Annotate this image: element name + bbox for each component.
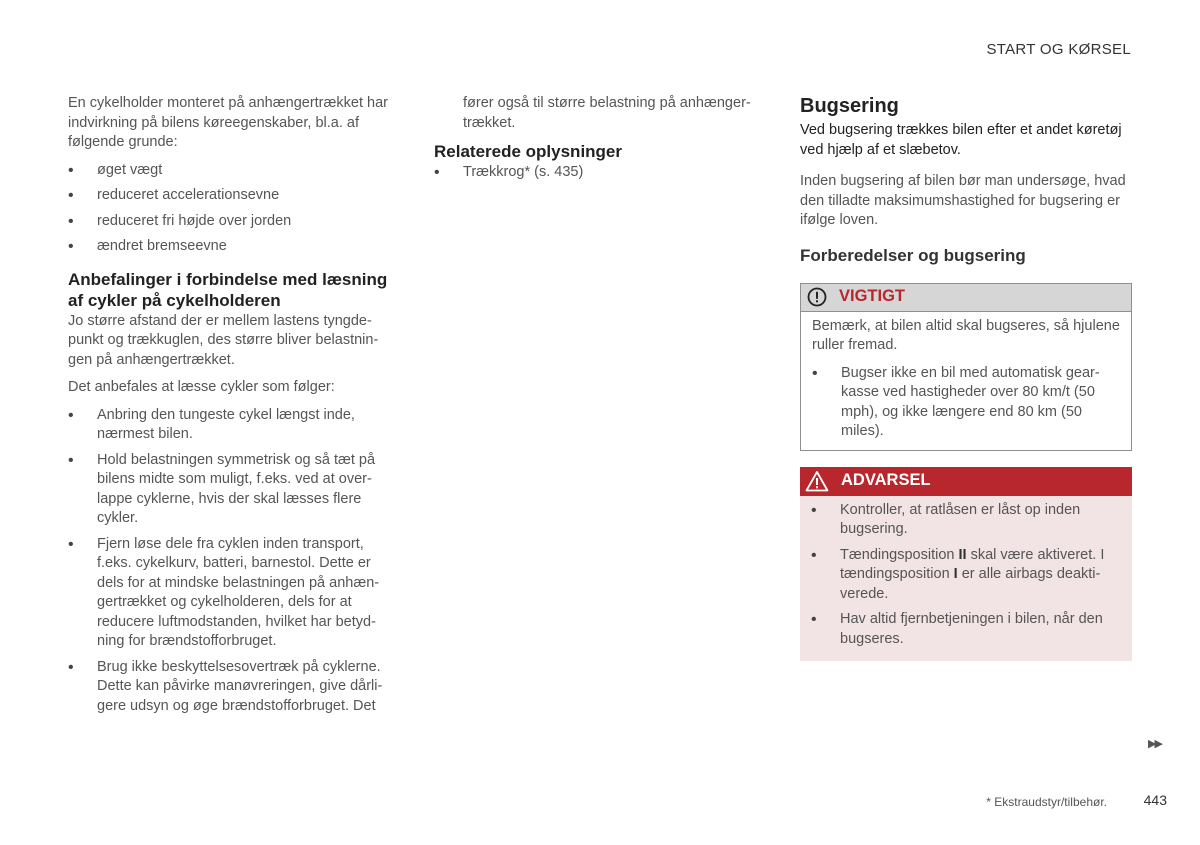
important-box-body: [801, 312, 1131, 450]
related-link[interactable]: • Trækkrog* (s. 435): [434, 163, 764, 183]
list-item: [811, 546, 1122, 605]
list-item: • øget vægt: [68, 161, 394, 181]
list-item: • Hold belastningen symmetrisk og så tæt på bilens midte som muligt, f.eks. ved at overlappe cyklerne, hvis der skal læsses flere cykler.: [68, 451, 394, 529]
paragraph: Det anbefales at læsse cykler som følger:: [68, 379, 335, 395]
preparations-heading: Forberedelser og bugsering: [800, 245, 1026, 265]
towing-title: Bugsering: [800, 95, 899, 117]
column-3: [800, 94, 1132, 661]
paragraph: Bemærk, at bilen altid skal bugseres, så hjulene ruller fremad.: [812, 317, 1120, 353]
continuation-paragraph: fører også til større belastning på anhængertrækket.: [463, 95, 751, 131]
list-item: • reduceret fri højde over jorden: [68, 212, 394, 232]
list-item: • ændret bremseevne: [68, 237, 394, 257]
effects-list: [68, 161, 394, 257]
list-item: • Fjern løse dele fra cyklen inden transport, f.eks. cykelkurv, batteri, barnestol. Dette er dels for at mindske belastningen på anhængertrækket og cykelholderen, dels for at reducere luftmodstanden, hvilket har betydning for brændstofforbruget.: [68, 535, 394, 652]
list-item: • Anbring den tungeste cykel længst inde, nærmest bilen.: [68, 406, 394, 445]
text-run: skal være aktiveret. I tændingsposition: [840, 546, 1105, 582]
list-item: • reduceret accelerationsevne: [68, 186, 394, 206]
exclamation-circle-icon: [807, 287, 827, 307]
ignition-position-ii: II: [958, 546, 967, 563]
text-run: er alle airbags deaktiverede.: [840, 566, 1101, 602]
paragraph: Jo større afstand der er mellem lastens tyngdepunkt og trækkuglen, des større bliver belastningen på anhængertrækket.: [68, 312, 379, 368]
related-info-heading: Relaterede oplysninger: [434, 142, 623, 161]
important-box-header: [801, 284, 1131, 312]
tips-list: [68, 406, 394, 717]
ignition-position-i: I: [953, 566, 958, 582]
related-links-list: [434, 163, 764, 183]
warning-box-body: [800, 496, 1132, 662]
warning-box-header: [800, 467, 1132, 496]
warning-box-title: ADVARSEL: [841, 471, 931, 490]
warning-triangle-icon: [805, 470, 829, 492]
double-triangle-right-icon: ▶▶: [1148, 738, 1161, 750]
column-1: [68, 94, 394, 722]
text-run: Tændingsposition: [840, 546, 959, 563]
warning-list: [811, 501, 1122, 650]
important-list: [812, 364, 1121, 442]
paragraph: Inden bugsering af bilen bør man undersøge, hvad den tilladte maksimumshastighed for bugsering er ifølge loven.: [800, 173, 1126, 228]
lead-paragraph: Ved bugsering trækkes bilen efter et andet køretøj ved hjælp af et slæbetov.: [800, 122, 1122, 158]
list-item: • Kontroller, at ratlåsen er låst op inden bugsering.: [811, 501, 1122, 540]
important-box: [800, 283, 1132, 451]
footnote: * Ekstraudstyr/tilbehør.: [986, 795, 1107, 809]
column-2: [434, 94, 764, 183]
section-header: START OG KØRSEL: [986, 41, 1131, 58]
recommendations-heading: Anbefalinger i forbindelse med læsning af cykler på cykelholderen: [68, 269, 388, 310]
page-number: 443: [1143, 792, 1167, 808]
list-item: • Bugser ikke en bil med automatisk gearkasse ved hastigheder over 80 km/t (50 mph), og ikke længere end 80 km (50 miles).: [812, 364, 1121, 442]
warning-box: [800, 467, 1132, 662]
important-box-title: VIGTIGT: [839, 287, 905, 306]
list-item: • Brug ikke beskyttelsesovertræk på cyklerne. Dette kan påvirke manøvreringen, give dårligere udsyn og øge brændstofforbruget. Det: [68, 658, 394, 717]
intro-paragraph: En cykelholder monteret på anhængertrækket har indvirkning på bilens køreegenskaber, bl.a. af følgende grunde:: [68, 95, 388, 150]
list-item: • Hav altid fjernbetjeningen i bilen, når den bugseres.: [811, 610, 1122, 649]
